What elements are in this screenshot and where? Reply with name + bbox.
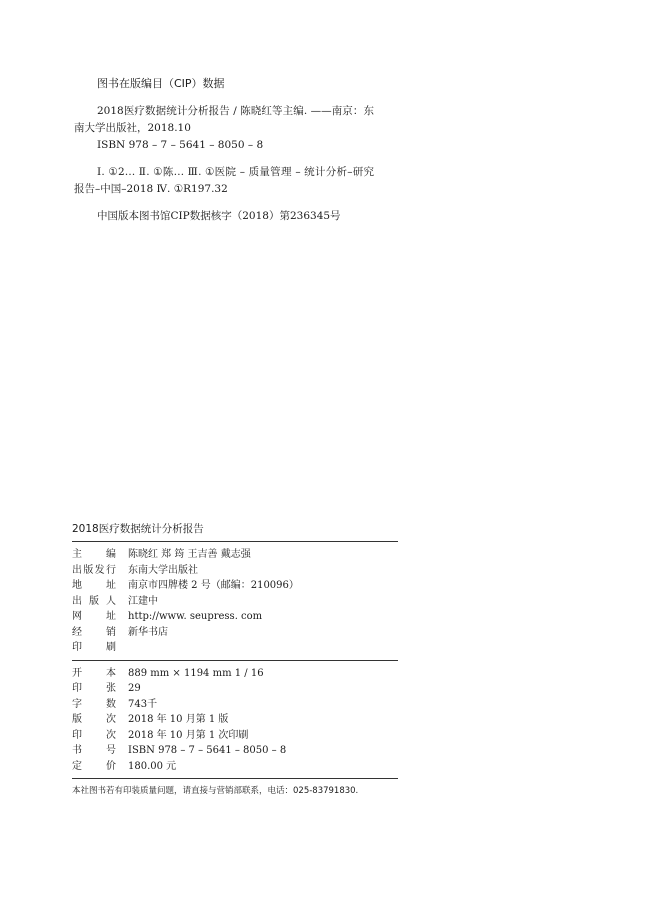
info-row [72,625,398,641]
spec-value: 743千 [128,698,158,710]
info-label: 经 销 [72,626,116,638]
spec-label: 书 号 [72,745,116,756]
info-label: 主 编 [72,549,116,560]
info-row [72,594,398,610]
publication-info-section [72,542,398,660]
spec-value: 2018 年 10 月第 1 次印刷 [128,729,249,741]
spec-label: 版 次 [72,714,116,725]
info-row [72,640,398,656]
spec-value: 29 [128,683,141,694]
spec-label: 印 张 [72,683,116,694]
spec-value: ISBN 978 – 7 – 5641 – 8050 – 8 [128,745,287,756]
info-value: 东南大学出版社 [128,564,198,576]
spec-label: 印 次 [72,729,116,741]
spec-label: 字 数 [72,698,116,710]
copyright-block [72,522,398,797]
spec-row [72,666,398,682]
spec-value: 889 mm × 1194 mm 1 / 16 [128,667,264,679]
cip-entry-classification: Ⅰ. ①2… Ⅱ. ①陈… Ⅲ. ①医院 – 质量管理 – 统计分析–研究报告–中国–2018 Ⅳ. ①R197.32 [74,166,374,195]
info-label: 出 版 人 [72,595,116,607]
cip-entry-title: 2018医疗数据统计分析报告 / 陈晓红等主编. ——南京：东南大学出版社，2018.10 [74,105,374,134]
spec-row [72,712,398,728]
quality-notice: 本社图书若有印装质量问题，请直接与营销部联系，电话：025-83791830. [72,786,359,796]
spec-row [72,697,398,713]
info-value: 陈晓红 郑 筠 王吉善 戴志强 [128,549,251,560]
book-title: 2018医疗数据统计分析报告 [72,523,204,535]
info-value: http://www. seupress. com [128,611,263,622]
spec-label: 定 价 [72,760,116,772]
spec-value: 2018 年 10 月第 1 版 [128,714,229,725]
info-row [72,547,398,563]
info-row [72,609,398,625]
cip-entry-isbn: ISBN 978 – 7 – 5641 – 8050 – 8 [97,139,264,151]
cip-entry-record-number: 中国版本图书馆CIP数据核字（2018）第236345号 [97,210,341,222]
spec-label: 开 本 [72,667,116,679]
info-label: 印 刷 [72,642,116,653]
cip-heading: 图书在版编目（CIP）数据 [97,77,225,90]
info-value: 南京市四牌楼 2 号（邮编：210096） [128,580,299,591]
spec-value: 180.00 元 [128,760,177,772]
info-row [72,563,398,579]
spec-row [72,728,398,744]
spec-row [72,759,398,775]
info-row [72,578,398,594]
spec-row [72,743,398,759]
info-value: 江建中 [128,595,158,607]
specifications-section [72,661,398,779]
info-value: 新华书店 [128,626,168,638]
info-label: 地 址 [72,580,116,591]
info-label: 网 址 [72,611,116,622]
cip-block [74,76,374,225]
info-label: 出版发行 [72,564,116,576]
spec-row [72,681,398,697]
